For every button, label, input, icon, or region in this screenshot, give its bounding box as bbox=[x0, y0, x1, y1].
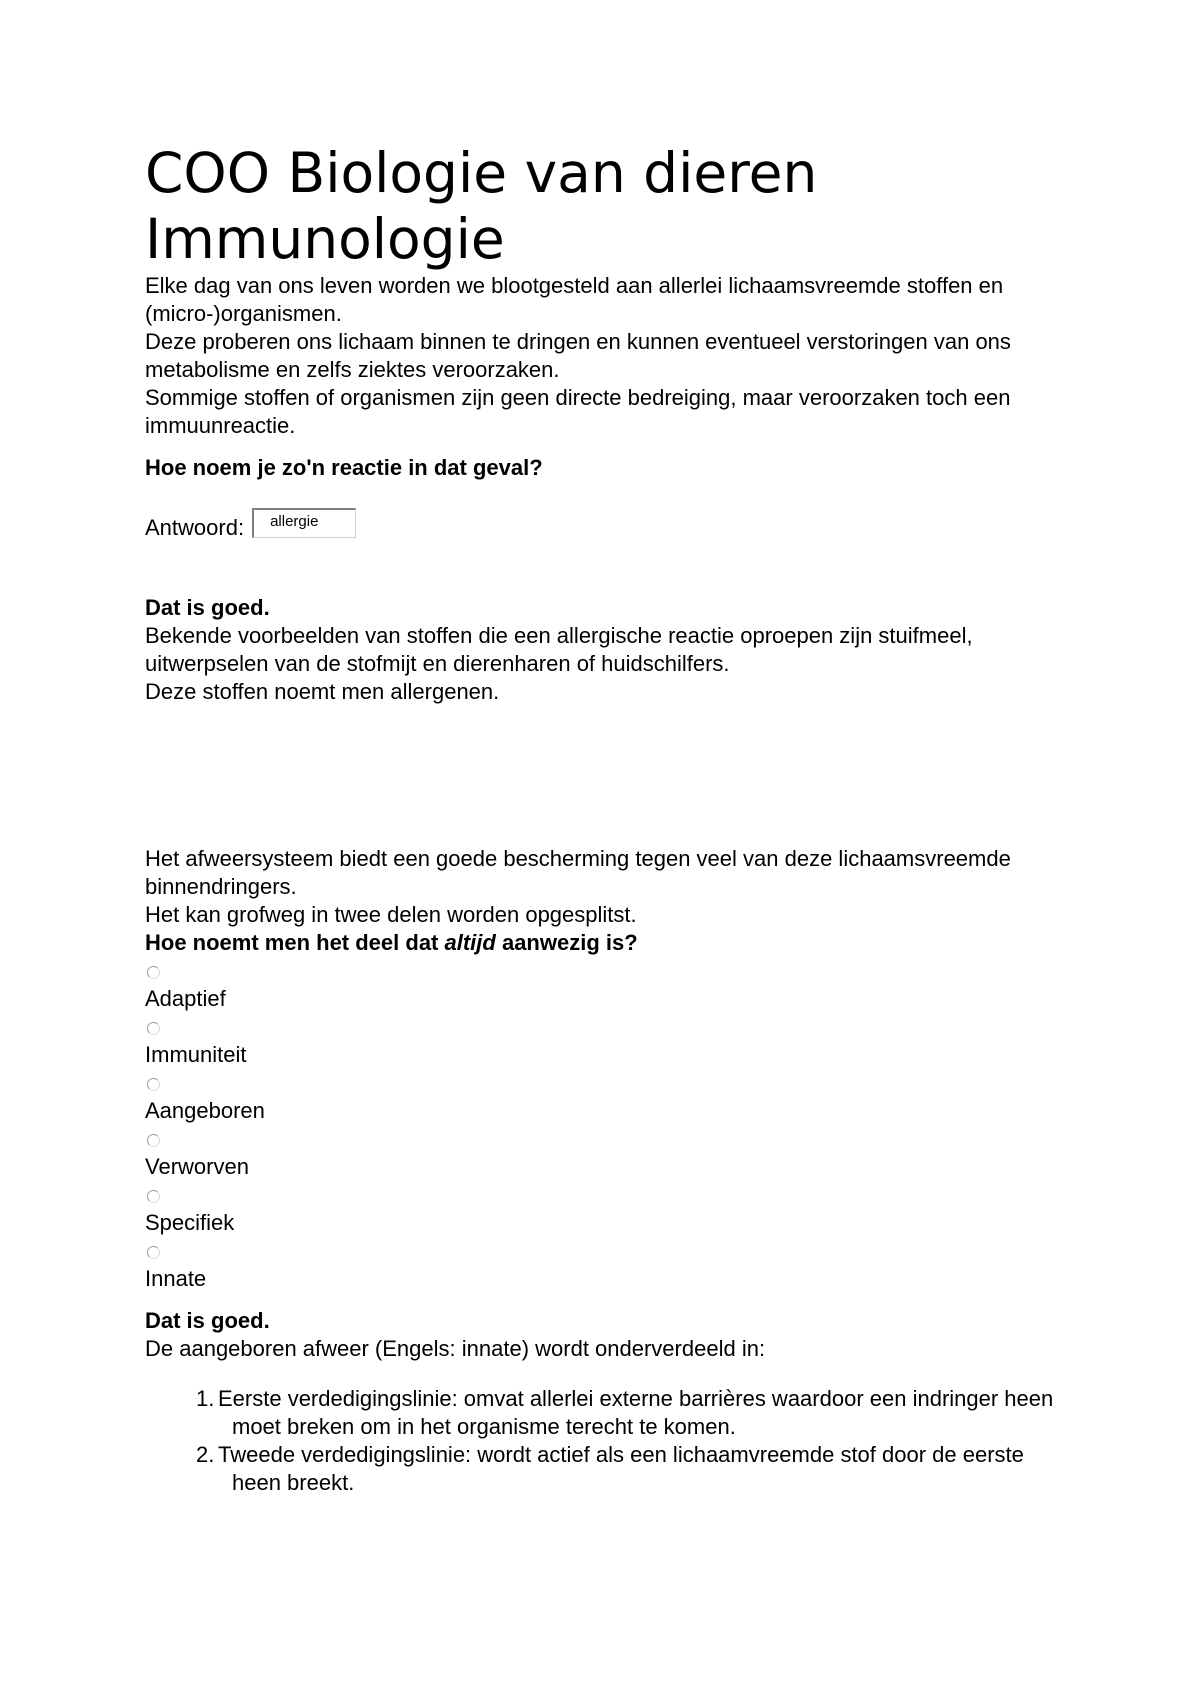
option-label-aangeboren: Aangeboren bbox=[145, 1098, 265, 1123]
list-item-text: Tweede verdedigingslinie: wordt actief als een lichaamvreemde stof door de eerste heen breekt. bbox=[218, 1442, 1024, 1495]
answer-input[interactable]: allergie bbox=[252, 508, 356, 538]
question-2-pre: Hoe noemt men het deel dat bbox=[145, 930, 445, 955]
list-item bbox=[145, 1385, 1065, 1441]
radio-innate[interactable] bbox=[147, 1246, 160, 1259]
title-line-2: Immunologie bbox=[145, 207, 505, 271]
radio-verworven[interactable] bbox=[147, 1134, 160, 1147]
feedback-1-title: Dat is goed. bbox=[145, 595, 270, 620]
intro-paragraph-3: Sommige stoffen of organismen zijn geen directe bedreiging, maar veroorzaken toch een immuunreactie. bbox=[145, 385, 1011, 438]
radio-specifiek[interactable] bbox=[147, 1190, 160, 1203]
section-2-text-1: Het afweersysteem biedt een goede bescherming tegen veel van deze lichaamsvreemde binnendringers. bbox=[145, 846, 1011, 899]
option-label-immuniteit: Immuniteit bbox=[145, 1042, 247, 1067]
radio-aangeboren[interactable] bbox=[147, 1078, 160, 1091]
question-2-post: aanwezig is? bbox=[495, 930, 638, 955]
option-label-verworven: Verworven bbox=[145, 1154, 249, 1179]
answer-label: Antwoord: bbox=[145, 515, 245, 540]
list-item bbox=[145, 1441, 1065, 1497]
question-2 bbox=[145, 929, 1065, 957]
option-label-specifiek: Specifiek bbox=[145, 1210, 235, 1235]
feedback-2-intro: De aangeboren afweer (Engels: innate) wordt onderverdeeld in: bbox=[145, 1336, 766, 1361]
feedback-1-text-1: Bekende voorbeelden van stoffen die een allergische reactie oproepen zijn stuifmeel, uitwerpselen van de stofmijt en dierenharen of huidschilfers. bbox=[145, 623, 973, 676]
list-item-number: 1. bbox=[196, 1386, 215, 1411]
option-label-adaptief: Adaptief bbox=[145, 986, 226, 1011]
radio-immuniteit[interactable] bbox=[147, 1022, 160, 1035]
answer-row bbox=[145, 508, 1065, 542]
radio-adaptief[interactable] bbox=[147, 966, 160, 979]
document-title bbox=[145, 140, 1065, 272]
feedback-1-text-2: Deze stoffen noemt men allergenen. bbox=[145, 679, 500, 704]
title-line-1: COO Biologie van dieren bbox=[145, 141, 818, 205]
list-item-number: 2. bbox=[196, 1442, 215, 1467]
list-item-text: Eerste verdedigingslinie: omvat allerlei externe barrières waardoor een indringer heen moet breken om in het organisme terecht te komen. bbox=[218, 1386, 1054, 1439]
question-1: Hoe noem je zo'n reactie in dat geval? bbox=[145, 455, 543, 480]
options-list bbox=[145, 966, 1065, 1293]
document-page bbox=[145, 140, 1065, 1497]
option-label-innate: Innate bbox=[145, 1266, 207, 1291]
feedback-2-title: Dat is goed. bbox=[145, 1308, 270, 1333]
defense-lines-list bbox=[145, 1385, 1065, 1497]
intro-paragraph-2: Deze proberen ons lichaam binnen te dringen en kunnen eventueel verstoringen van ons metabolisme en zelfs ziektes veroorzaken. bbox=[145, 329, 1011, 382]
intro-paragraph-1: Elke dag van ons leven worden we blootgesteld aan allerlei lichaamsvreemde stoffen en (micro-)organismen. bbox=[145, 273, 1004, 326]
question-2-emphasis: altijd bbox=[444, 930, 496, 955]
section-2-text-2: Het kan grofweg in twee delen worden opgesplitst. bbox=[145, 902, 637, 927]
